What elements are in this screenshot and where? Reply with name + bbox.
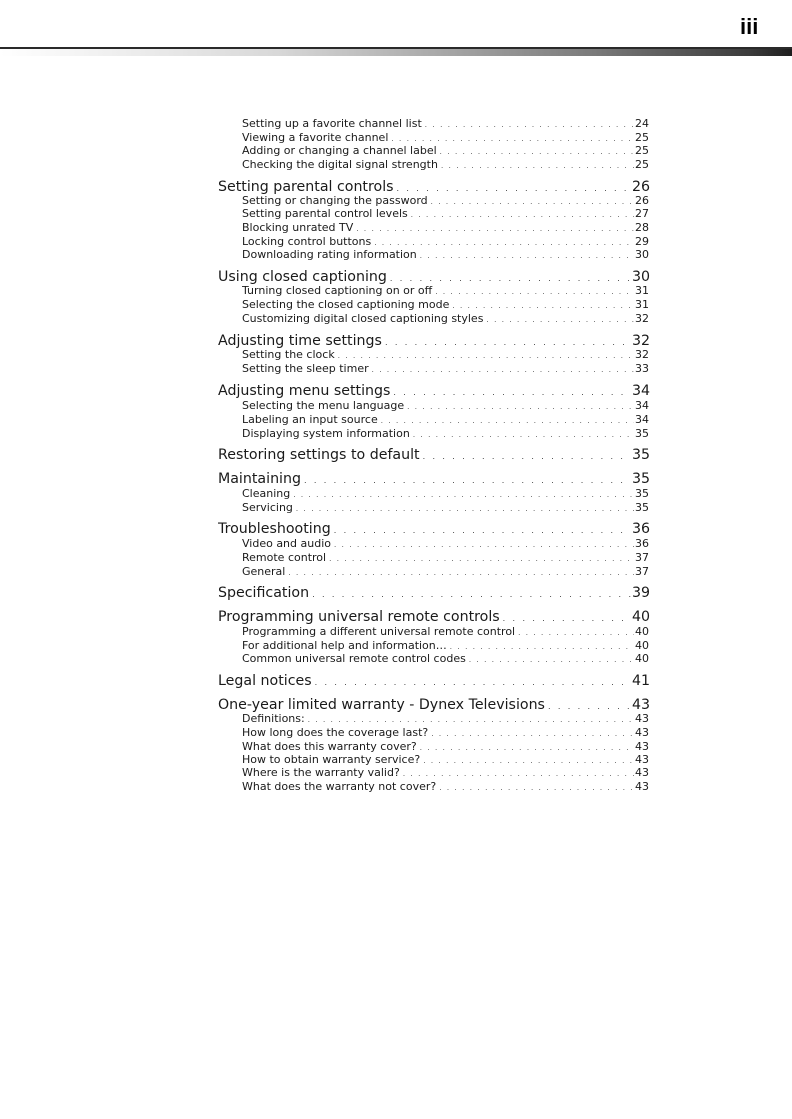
- toc-entry-title: Adding or changing a channel label: [242, 144, 437, 157]
- toc-entry-page-number: 29: [635, 235, 649, 248]
- dot-leader: [338, 348, 634, 362]
- dot-leader: [452, 298, 634, 312]
- toc-entry-page-number: 43: [635, 712, 649, 725]
- toc-subsection-entry[interactable]: [242, 427, 649, 441]
- toc-entry-title: Setting parental controls: [218, 179, 394, 195]
- toc-subsection-entry[interactable]: [242, 652, 649, 666]
- toc-entry-page-number: 35: [635, 427, 649, 440]
- toc-subsection-entry[interactable]: [242, 131, 649, 145]
- toc-entry-page-number: 35: [631, 447, 650, 463]
- toc-entry-title: Viewing a favorite channel: [242, 131, 389, 144]
- toc-entry-title: Restoring settings to default: [218, 447, 420, 463]
- toc-subsection-entry[interactable]: [242, 399, 649, 413]
- toc-subsection-entry[interactable]: [242, 194, 649, 208]
- toc-entry-title: Video and audio: [242, 537, 331, 550]
- toc-entry-title: Labeling an input source: [242, 413, 378, 426]
- toc-entry-page-number: 24: [635, 117, 649, 130]
- dot-leader: [469, 652, 634, 666]
- toc-subsection-entry[interactable]: [242, 348, 649, 362]
- toc-entry-page-number: 25: [635, 131, 649, 144]
- toc-entry-title: Remote control: [242, 551, 327, 564]
- toc-section-entry[interactable]: [218, 470, 650, 488]
- toc-subsection-entry[interactable]: [242, 117, 649, 131]
- toc-entry-title: Customizing digital closed captioning styles: [242, 312, 484, 325]
- toc-entry-title: Programming a different universal remote control: [242, 625, 516, 638]
- toc-entry-title: Legal notices: [218, 673, 312, 689]
- dot-leader: [374, 235, 634, 249]
- toc-entry-page-number: 41: [631, 673, 650, 689]
- toc-entry-page-number: 25: [635, 158, 649, 171]
- dot-leader: [407, 399, 634, 413]
- toc-subsection-entry[interactable]: [242, 413, 649, 427]
- toc-entry-page-number: 43: [631, 697, 650, 713]
- toc-subsection-entry[interactable]: [242, 766, 649, 780]
- dot-leader: [403, 766, 634, 780]
- toc-subsection-entry[interactable]: [242, 537, 649, 551]
- dot-leader: [381, 413, 634, 427]
- toc-entry-title: Locking control buttons: [242, 235, 372, 248]
- dot-leader: [393, 382, 631, 400]
- toc-entry-title: Selecting the closed captioning mode: [242, 298, 450, 311]
- dot-leader: [518, 625, 634, 639]
- dot-leader: [329, 551, 634, 565]
- toc-subsection-entry[interactable]: [242, 501, 649, 515]
- toc-entry-title: Selecting the menu language: [242, 399, 405, 412]
- dot-leader: [296, 501, 634, 515]
- toc-entry-title: Setting the sleep timer: [242, 362, 369, 375]
- toc-entry-page-number: 31: [635, 284, 649, 297]
- toc-entry-page-number: 33: [635, 362, 649, 375]
- toc-entry-title: Setting the clock: [242, 348, 335, 361]
- toc-entry-title: Specification: [218, 585, 310, 601]
- dot-leader: [411, 207, 634, 221]
- toc-entry-title: Setting or changing the password: [242, 194, 428, 207]
- toc-entry-title: Checking the digital signal strength: [242, 158, 438, 171]
- toc-subsection-entry[interactable]: [242, 753, 649, 767]
- dot-leader: [420, 740, 634, 754]
- toc-entry-page-number: 35: [635, 501, 649, 514]
- dot-leader: [423, 446, 631, 464]
- dot-leader: [431, 194, 634, 208]
- toc-entry-title: Servicing: [242, 501, 293, 514]
- toc-entry-page-number: 32: [635, 312, 649, 325]
- dot-leader: [486, 312, 634, 326]
- toc-subsection-entry[interactable]: [242, 625, 649, 639]
- dot-leader: [425, 117, 634, 131]
- dot-leader: [435, 284, 634, 298]
- dot-leader: [420, 248, 634, 262]
- toc-subsection-entry[interactable]: [242, 312, 649, 326]
- toc-subsection-entry[interactable]: [242, 565, 649, 579]
- dot-leader: [440, 144, 634, 158]
- toc-subsection-entry[interactable]: [242, 551, 649, 565]
- toc-entry-page-number: 31: [635, 298, 649, 311]
- dot-leader: [450, 639, 634, 653]
- toc-entry-title: Definitions:: [242, 712, 305, 725]
- toc-entry-page-number: 43: [635, 726, 649, 739]
- toc-entry-title: Troubleshooting: [218, 521, 331, 537]
- dot-leader: [334, 537, 634, 551]
- dot-leader: [413, 427, 634, 441]
- toc-entry-title: What does the warranty not cover?: [242, 780, 437, 793]
- toc-subsection-entry[interactable]: [242, 726, 649, 740]
- toc-subsection-entry[interactable]: [242, 248, 649, 262]
- toc-entry-page-number: 40: [631, 609, 650, 625]
- toc-entry-page-number: 27: [635, 207, 649, 220]
- toc-subsection-entry[interactable]: [242, 362, 649, 376]
- dot-leader: [439, 780, 634, 794]
- toc-entry-title: Turning closed captioning on or off: [242, 284, 433, 297]
- toc-subsection-entry[interactable]: [242, 144, 649, 158]
- toc-subsection-entry[interactable]: [242, 298, 649, 312]
- dot-leader: [312, 584, 631, 602]
- toc-entry-title: General: [242, 565, 286, 578]
- toc-entry-page-number: 40: [635, 639, 649, 652]
- toc-entry-title: Where is the warranty valid?: [242, 766, 400, 779]
- header-gradient-bar: [0, 49, 792, 56]
- dot-leader: [441, 158, 634, 172]
- toc-entry-page-number: 30: [635, 248, 649, 261]
- dot-leader: [293, 487, 634, 501]
- dot-leader: [423, 753, 634, 767]
- toc-entry-page-number: 30: [631, 269, 650, 285]
- dot-leader: [304, 470, 631, 488]
- toc-entry-page-number: 43: [635, 740, 649, 753]
- toc-section-entry[interactable]: [218, 608, 650, 626]
- toc-subsection-entry[interactable]: [242, 158, 649, 172]
- toc-entry-page-number: 32: [631, 333, 650, 349]
- toc-section-entry[interactable]: [218, 584, 650, 602]
- dot-leader: [308, 712, 634, 726]
- dot-leader: [431, 726, 634, 740]
- dot-leader: [334, 520, 631, 538]
- toc-subsection-entry[interactable]: [242, 221, 649, 235]
- toc-entry-page-number: 26: [631, 179, 650, 195]
- toc-entry-page-number: 43: [635, 766, 649, 779]
- toc-subsection-entry[interactable]: [242, 780, 649, 794]
- dot-leader: [356, 221, 634, 235]
- toc-entry-page-number: 32: [635, 348, 649, 361]
- toc-subsection-entry[interactable]: [242, 740, 649, 754]
- toc-entry-title: For additional help and information…: [242, 639, 447, 652]
- dot-leader: [288, 565, 634, 579]
- toc-entry-title: Setting up a favorite channel list: [242, 117, 422, 130]
- toc-entry-title: Adjusting time settings: [218, 333, 382, 349]
- toc-entry-page-number: 26: [635, 194, 649, 207]
- toc-entry-title: Blocking unrated TV: [242, 221, 354, 234]
- toc-subsection-entry[interactable]: [242, 235, 649, 249]
- dot-leader: [391, 131, 634, 145]
- dot-leader: [503, 608, 631, 626]
- toc-entry-title: How long does the coverage last?: [242, 726, 429, 739]
- toc-entry-page-number: 34: [635, 399, 649, 412]
- toc-entry-page-number: 39: [631, 585, 650, 601]
- toc-entry-page-number: 35: [631, 471, 650, 487]
- toc-entry-page-number: 40: [635, 652, 649, 665]
- page-number: iii: [740, 14, 759, 39]
- toc-section-entry[interactable]: [218, 520, 650, 538]
- toc-entry-title: Using closed captioning: [218, 269, 387, 285]
- toc-entry-page-number: 36: [635, 537, 649, 550]
- toc-section-entry[interactable]: [218, 382, 650, 400]
- toc-entry-page-number: 28: [635, 221, 649, 234]
- toc-subsection-entry[interactable]: [242, 207, 649, 221]
- toc-entry-title: Common universal remote control codes: [242, 652, 466, 665]
- toc-entry-page-number: 34: [635, 413, 649, 426]
- toc-subsection-entry[interactable]: [242, 487, 649, 501]
- toc-entry-title: How to obtain warranty service?: [242, 753, 421, 766]
- toc-subsection-entry[interactable]: [242, 284, 649, 298]
- toc-entry-title: Cleaning: [242, 487, 291, 500]
- toc-entry-title: Setting parental control levels: [242, 207, 408, 220]
- toc-entry-title: Programming universal remote controls: [218, 609, 500, 625]
- toc-entry-page-number: 40: [635, 625, 649, 638]
- toc-entry-page-number: 25: [635, 144, 649, 157]
- toc-entry-title: Displaying system information: [242, 427, 410, 440]
- toc-entry-page-number: 37: [635, 551, 649, 564]
- toc-entry-title: Maintaining: [218, 471, 301, 487]
- toc-entry-page-number: 34: [631, 383, 650, 399]
- toc-entry-title: Adjusting menu settings: [218, 383, 391, 399]
- toc-section-entry[interactable]: [218, 672, 650, 690]
- toc-subsection-entry[interactable]: [242, 712, 649, 726]
- toc-entry-page-number: 43: [635, 780, 649, 793]
- toc-entry-page-number: 36: [631, 521, 650, 537]
- toc-entry-title: Downloading rating information: [242, 248, 417, 261]
- toc-section-entry[interactable]: [218, 446, 650, 464]
- dot-leader: [372, 362, 634, 376]
- toc-entry-page-number: 37: [635, 565, 649, 578]
- toc-entry-page-number: 35: [635, 487, 649, 500]
- toc-entry-title: One-year limited warranty - Dynex Televisions: [218, 697, 545, 713]
- toc-subsection-entry[interactable]: [242, 639, 649, 653]
- toc-entry-title: What does this warranty cover?: [242, 740, 417, 753]
- dot-leader: [315, 672, 631, 690]
- toc-entry-page-number: 43: [635, 753, 649, 766]
